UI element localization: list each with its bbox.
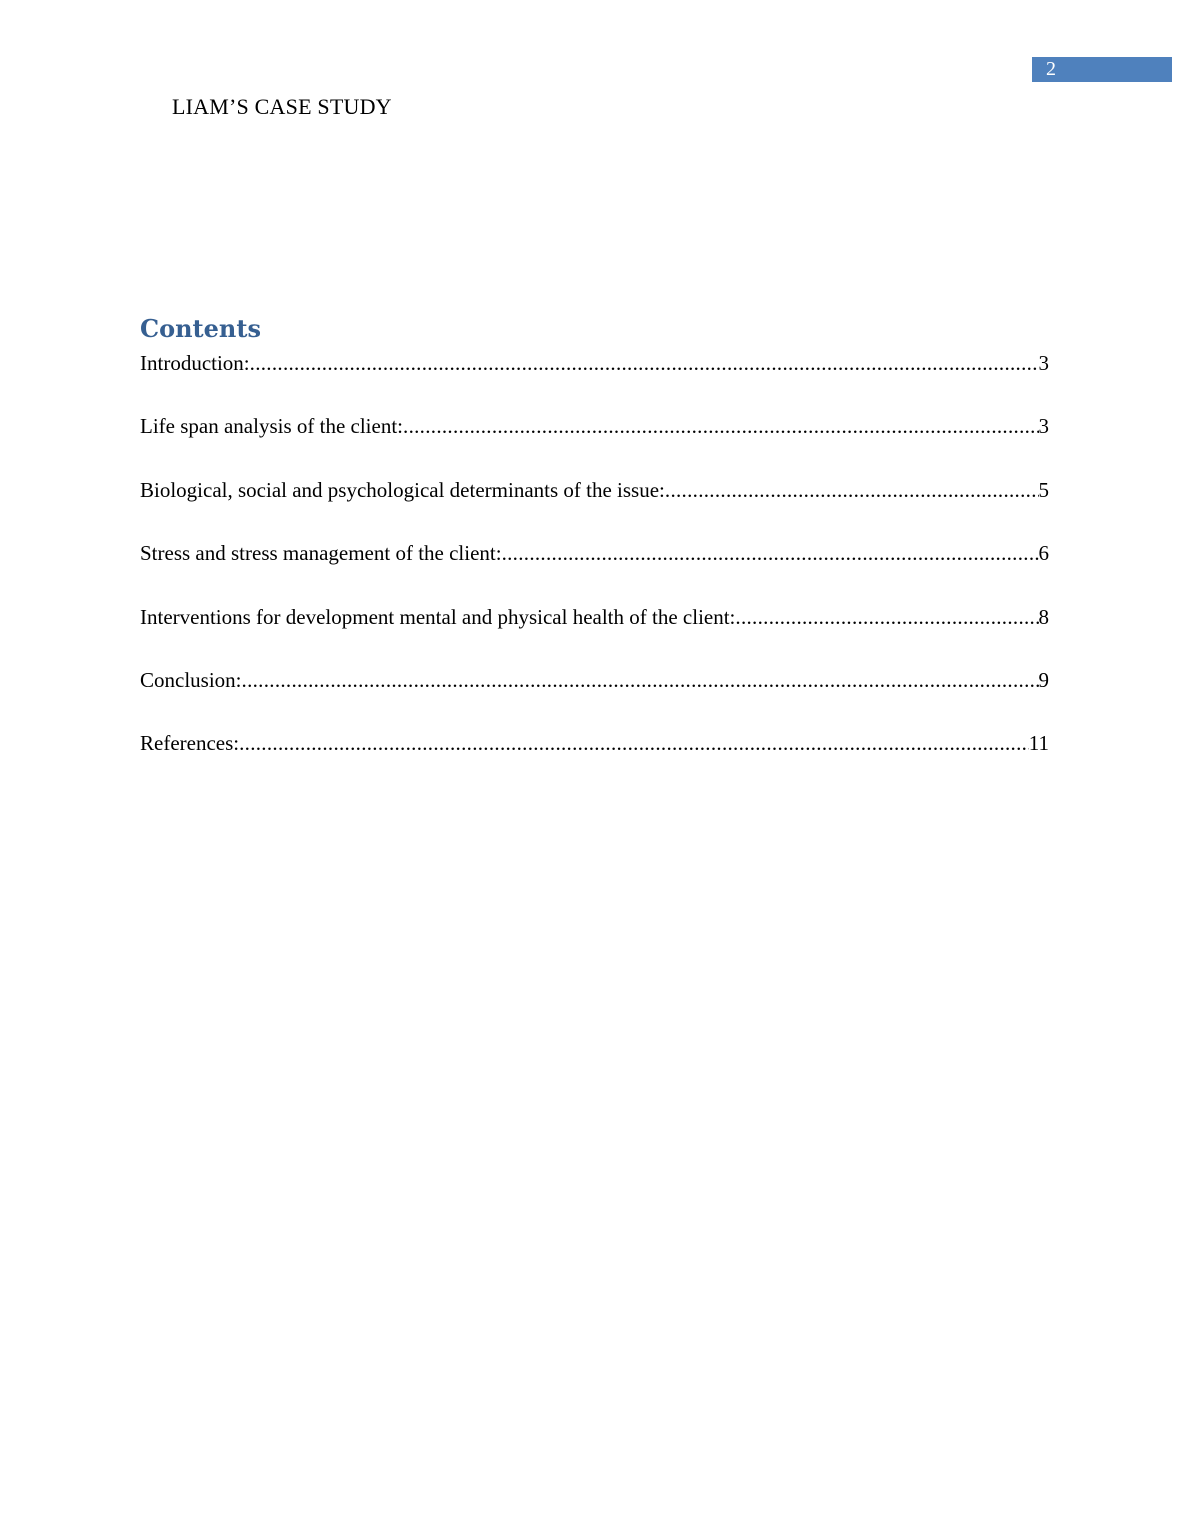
toc-entry-references[interactable] (140, 730, 1049, 757)
toc-dot-leader (250, 350, 1039, 377)
toc-entry-life-span-analysis[interactable] (140, 413, 1049, 440)
toc-entry-page: 5 (1038, 477, 1049, 502)
table-of-contents (140, 350, 1049, 757)
toc-entry-interventions[interactable] (140, 604, 1049, 631)
toc-dot-leader (665, 477, 1039, 504)
toc-dot-leader (242, 667, 1039, 694)
toc-entry-page: 8 (1038, 604, 1049, 629)
toc-dot-leader (403, 413, 1038, 440)
toc-entry-title: Stress and stress management of the client: (140, 541, 502, 566)
toc-entry-page: 6 (1038, 541, 1049, 566)
toc-entry-page: 9 (1038, 667, 1049, 692)
page-number-badge (1032, 57, 1172, 82)
toc-dot-leader (735, 604, 1038, 631)
toc-entry-page: 3 (1038, 414, 1049, 439)
toc-entry-title: References: (140, 731, 240, 756)
toc-dot-leader (239, 730, 1029, 757)
toc-heading: Contents (140, 314, 261, 343)
toc-entry-title: Interventions for development mental and physical health of the client: (140, 604, 736, 629)
running-head: LIAM’S CASE STUDY (172, 94, 392, 119)
toc-dot-leader (502, 540, 1039, 567)
toc-entry-determinants[interactable] (140, 477, 1049, 504)
toc-entry-page: 3 (1038, 351, 1049, 375)
page-number: 2 (1046, 58, 1056, 80)
toc-entry-title: Conclusion: (140, 667, 242, 692)
toc-entry-conclusion[interactable] (140, 667, 1049, 694)
toc-entry-introduction[interactable] (140, 350, 1049, 377)
toc-entry-page: 11 (1028, 731, 1049, 756)
toc-entry-title: Introduction: (140, 351, 250, 375)
toc-entry-stress-management[interactable] (140, 540, 1049, 567)
toc-entry-title: Life span analysis of the client: (140, 414, 404, 439)
toc-entry-title: Biological, social and psychological determinants of the issue: (140, 477, 665, 502)
